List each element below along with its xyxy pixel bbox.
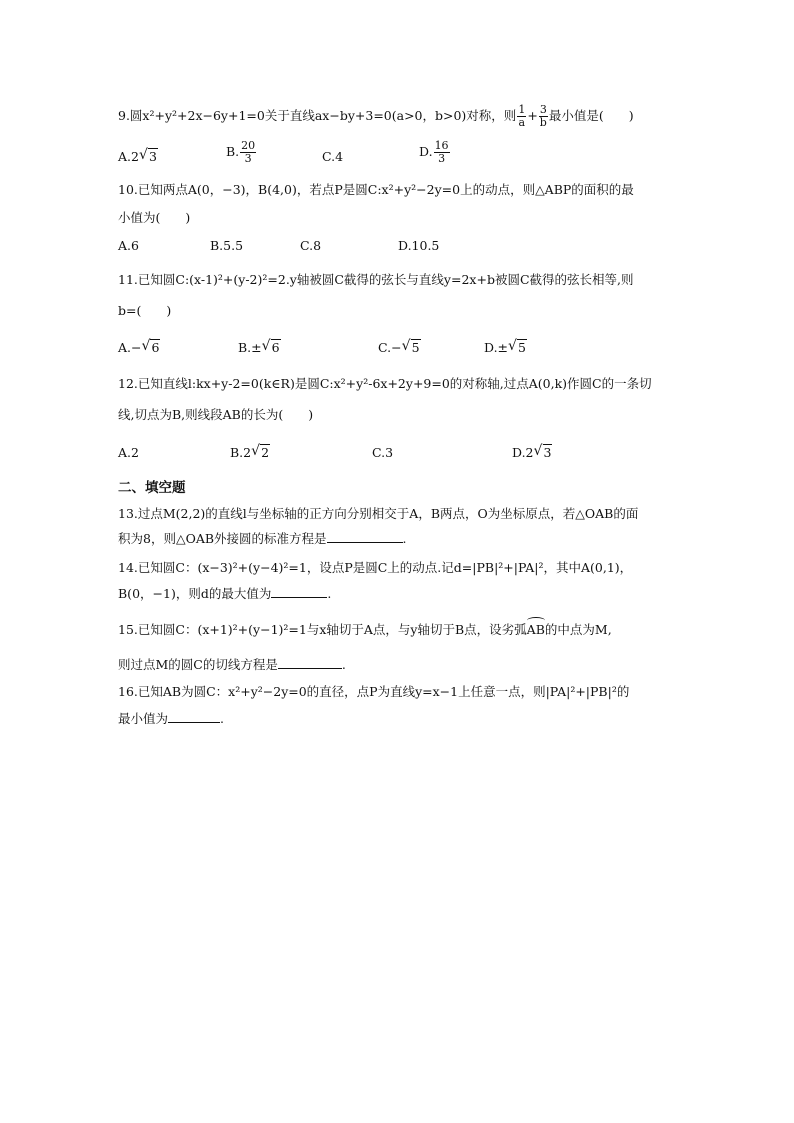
plus-sign: + <box>527 108 538 123</box>
q12-option-b <box>230 444 270 462</box>
q16-stem-line-1: 16.已知AB为圆C：x²+y²−2y=0的直径，点P为直线y=x−1上任意一点，则|PA|²+|PB|²的 <box>118 684 630 699</box>
q15-stem-text: 15.已知圆C：(x+1)²+(y−1)²=1与x轴切于A点，与y轴切于B点，设劣弧 <box>118 622 527 637</box>
q16-stem-text: 最小值为 <box>118 711 169 726</box>
q10-option-a: A.6 <box>118 238 139 253</box>
q12-stem-line-2: 线,切点为B,则线段AB的长为( ) <box>118 407 314 422</box>
q9-option-b-fraction <box>240 140 256 165</box>
radicand: 2 <box>261 445 270 460</box>
q11-stem-line-2: b=( ) <box>118 303 172 318</box>
q16-stem-line-2 <box>118 710 224 728</box>
sqrt-symbol <box>509 339 527 357</box>
q9-stem <box>118 104 634 129</box>
q15-stem-line-2 <box>118 656 346 674</box>
q9-option-d <box>419 140 451 165</box>
answer-blank[interactable] <box>271 585 327 598</box>
q9-option-d-fraction <box>434 140 450 165</box>
period: . <box>220 711 224 726</box>
q15-stem-text-end: 的中点为M, <box>544 622 612 637</box>
q15-stem-line-1 <box>118 621 612 639</box>
answer-blank[interactable] <box>278 656 342 669</box>
option-label: A.− <box>118 340 142 355</box>
period: . <box>402 531 407 546</box>
fraction-denominator: 3 <box>438 152 446 165</box>
q12-option-d <box>512 444 552 462</box>
radicand: 3 <box>148 149 157 164</box>
sqrt-symbol <box>535 444 553 462</box>
q10-option-d: D.10.5 <box>398 238 440 253</box>
q9-fraction-2 <box>539 104 548 129</box>
q15-stem-text: 则过点M的圆C的切线方程是 <box>118 657 278 672</box>
sqrt-symbol <box>140 148 158 166</box>
sqrt-symbol <box>252 444 270 462</box>
sqrt-symbol <box>403 339 421 357</box>
q13-stem-line-1: 13.过点M(2,2)的直线l与坐标轴的正方向分别相交于A，B两点，O为坐标原点，若△OAB的面 <box>118 506 639 521</box>
option-label: D.2 <box>512 445 534 460</box>
radicand: 6 <box>271 340 280 355</box>
q9-fraction-1 <box>517 104 526 129</box>
option-label: D. <box>419 144 433 159</box>
q14-stem-line-1: 14.已知圆C：(x−3)²+(y−4)²=1，设点P是圆C上的动点.记d=|PB|²+|PA|²，其中A(0,1)， <box>118 560 633 575</box>
q10-option-b: B.5.5 <box>210 238 244 253</box>
sqrt-symbol <box>142 339 160 357</box>
q10-stem-line-2: 小值为( ) <box>118 210 191 225</box>
q9-stem-end: 最小值是( ) <box>548 108 634 123</box>
option-label: D.± <box>484 340 509 355</box>
q11-stem-line-1: 11.已知圆C:(x-1)²+(y-2)²=2.y轴被圆C截得的弦长与直线y=2x+b被圆C截得的弦长相等,则 <box>118 272 634 287</box>
option-label: A.2 <box>118 149 139 164</box>
option-label: B. <box>226 144 240 159</box>
fraction-denominator: b <box>539 116 547 129</box>
q13-stem-text: 积为8，则△OAB外接圆的标准方程是 <box>118 531 327 546</box>
q14-stem-line-2 <box>118 585 331 603</box>
radicand: 5 <box>518 340 526 355</box>
q9-option-a <box>118 148 158 166</box>
fraction-numerator: 16 <box>434 139 449 152</box>
sqrt-symbol <box>263 339 281 357</box>
q9-stem-text: 9.圆x²+y²+2x−6y+1=0关于直线ax−by+3=0(a>0，b>0)对称，则 <box>118 108 517 123</box>
fraction-numerator: 3 <box>539 103 547 116</box>
q13-stem-line-2 <box>118 530 407 548</box>
fraction-denominator: a <box>518 116 526 129</box>
period: . <box>327 586 332 601</box>
option-label: B.2 <box>230 445 252 460</box>
q9-option-b <box>226 140 257 165</box>
period: . <box>341 657 346 672</box>
q11-option-d <box>484 339 527 357</box>
q14-stem-text: B(0，−1)，则d的最大值为 <box>118 586 272 601</box>
arc-ab: AB <box>526 622 545 637</box>
answer-blank[interactable] <box>168 710 220 723</box>
q10-option-c: C.8 <box>300 238 322 253</box>
q11-option-b <box>238 339 281 357</box>
radicand: 6 <box>151 340 160 355</box>
q9-option-c: C.4 <box>322 149 344 164</box>
answer-blank[interactable] <box>327 530 403 543</box>
q11-option-c <box>378 339 421 357</box>
q12-stem-line-1: 12.已知直线l:kx+y-2=0(k∈R)是圆C:x²+y²-6x+2y+9=0的对称轴,过点A(0,k)作圆C的一条切 <box>118 376 652 391</box>
q12-option-a: A.2 <box>118 445 139 460</box>
fraction-denominator: 3 <box>244 152 252 165</box>
fraction-numerator: 20 <box>241 139 256 152</box>
radicand: 3 <box>543 445 552 460</box>
q12-option-c: C.3 <box>372 445 394 460</box>
option-label: C.− <box>378 340 402 355</box>
option-label: B.± <box>238 340 262 355</box>
section-title-fill-in-blank: 二、填空题 <box>118 480 186 496</box>
q11-option-a <box>118 339 160 357</box>
radicand: 5 <box>411 340 420 355</box>
fraction-numerator: 1 <box>518 103 526 116</box>
q10-stem-line-1: 10.已知两点A(0，−3)，B(4,0)，若点P是圆C:x²+y²−2y=0上的动点，则△ABP的面积的最 <box>118 182 634 197</box>
